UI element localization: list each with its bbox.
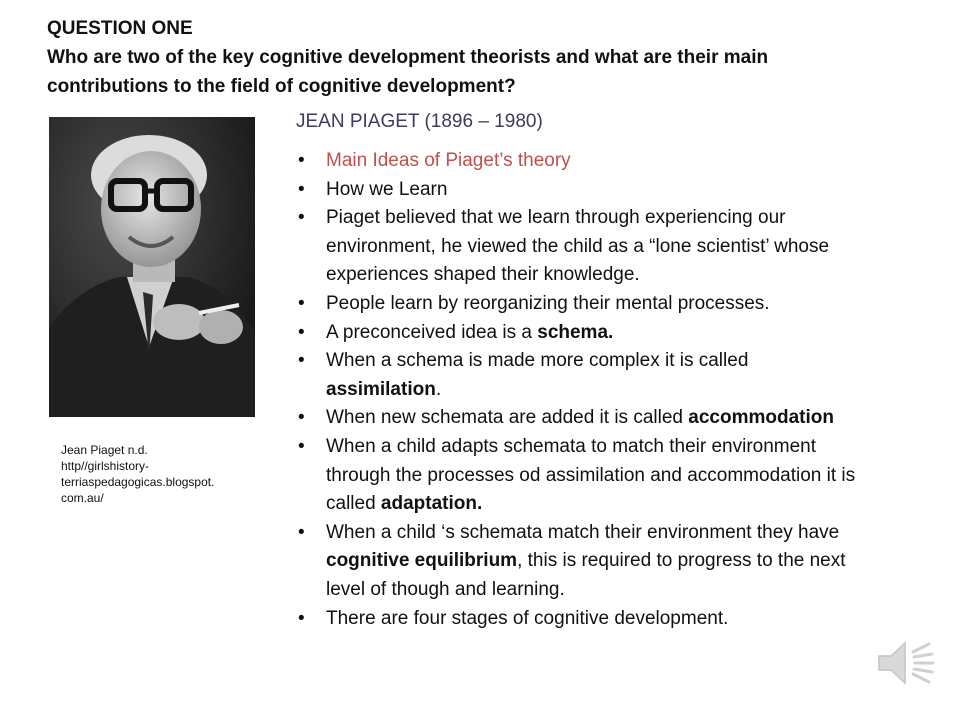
bullet-text: , this is required to progress to the next level of though and learning. (326, 550, 846, 600)
bullet-item: • People learn by reorganizing their mental processes. (296, 290, 856, 319)
bullet-term: schema. (537, 321, 614, 343)
bullet-text: When new schemata are added it is called (326, 407, 689, 429)
portrait-photo (49, 117, 255, 417)
bullet-item: • Main Ideas of Piaget’s theory (296, 147, 856, 176)
caption-line: com.au/ (61, 491, 104, 505)
question-title: QUESTION ONE (47, 18, 193, 39)
bullet-item (296, 319, 856, 348)
caption-line: terriaspedagogicas.blogspot. (61, 475, 215, 489)
bullet-text: When a schema is made more complex it is called (326, 350, 749, 372)
bullet-term: adaptation. (380, 493, 483, 515)
bullet-list (296, 147, 856, 633)
bullet-text: . (435, 378, 442, 400)
bullet-text: When a child adapts schemata to match their environment through the processes od assimilation and accommodation it is called (326, 435, 856, 515)
bullet-term: accommodation (688, 407, 834, 429)
portrait-photo-icon (49, 117, 255, 417)
speaker-icon-glyph (875, 632, 937, 694)
caption-line: Jean Piaget n.d. (61, 443, 148, 457)
caption-line: http//girlshistory- (61, 459, 150, 473)
bullet-term: assimilation (326, 378, 436, 400)
question-heading (47, 14, 927, 101)
bullet-item: • There are four stages of cognitive development. (296, 605, 856, 634)
bullet-item (296, 404, 856, 433)
question-line-2: contributions to the field of cognitive development? (47, 76, 516, 97)
bullet-term: cognitive equilibrium (326, 550, 518, 572)
bullet-item: • Piaget believed that we learn through experiencing our environment, he viewed the child as a “lone scientist’ whose experiences shaped their knowledge. (296, 204, 856, 290)
bullet-item (296, 519, 856, 605)
question-line-1: Who are two of the key cognitive development theorists and what are their main (47, 47, 769, 68)
bullet-text: When a child ‘s schemata match their environment they have (326, 521, 840, 543)
bullet-text: A preconceived idea is a (326, 321, 538, 343)
bullet-item (296, 433, 856, 519)
section-subtitle: JEAN PIAGET (1896 – 1980) (296, 111, 543, 132)
speaker-icon[interactable] (875, 632, 937, 694)
bullet-item: • How we Learn (296, 176, 856, 205)
bullet-item (296, 347, 856, 404)
photo-caption (61, 442, 261, 506)
